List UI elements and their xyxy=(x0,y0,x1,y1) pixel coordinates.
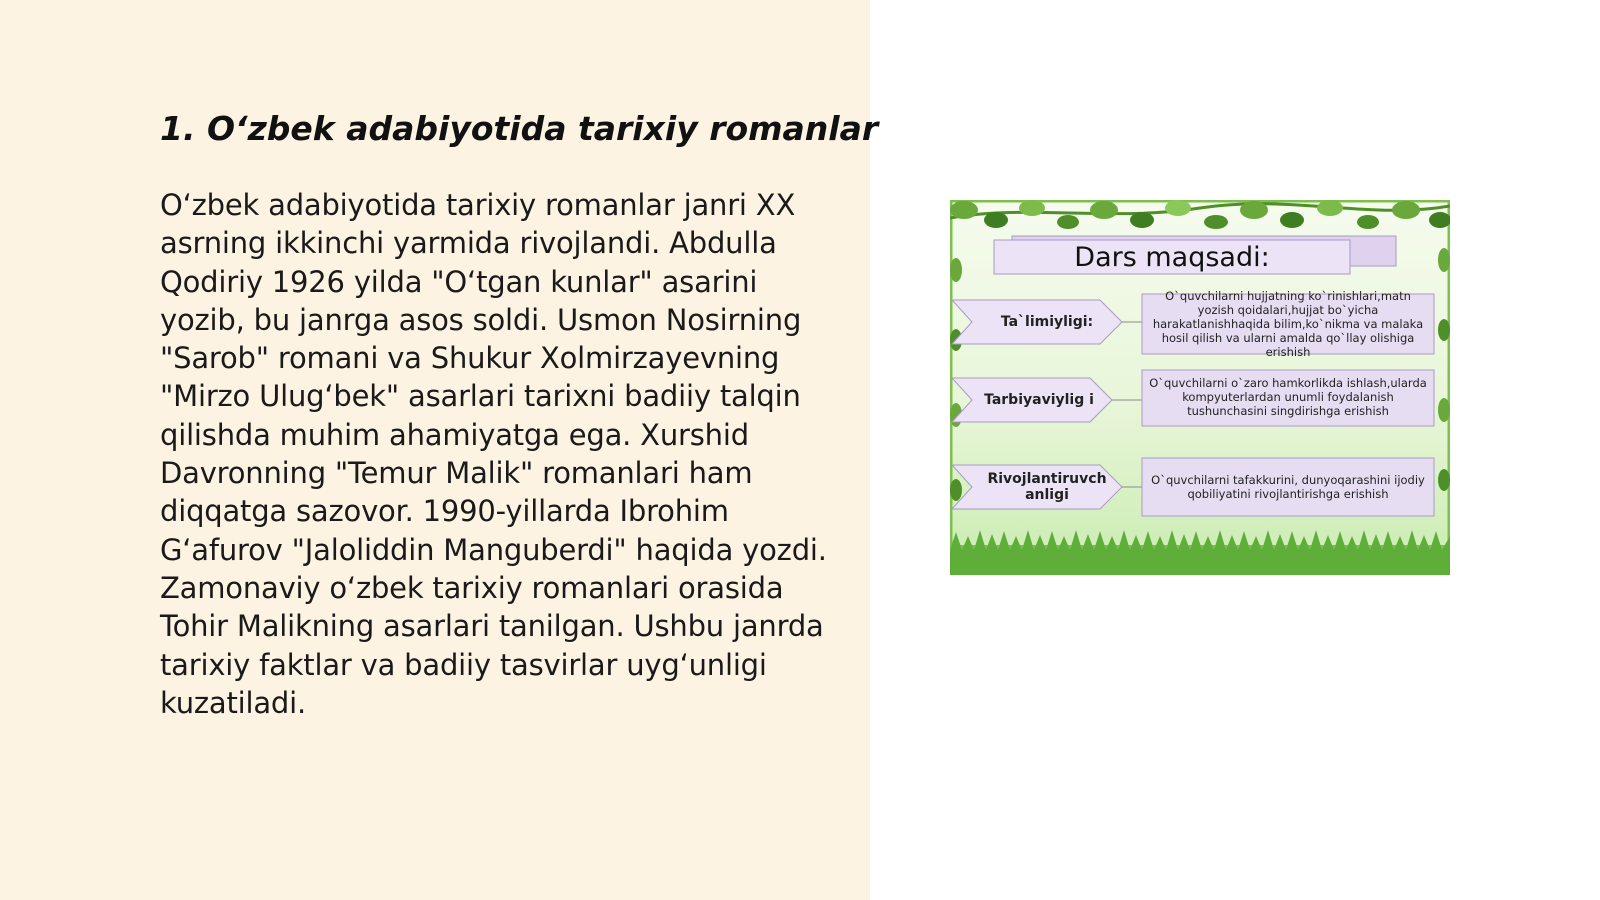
goal-label-rivojlantiruvchi: Rivojlantiruvch anligi xyxy=(987,471,1107,503)
grass xyxy=(950,530,1450,575)
slide-body-text: O‘zbek adabiyotida tarixiy romanlar janri XX asrning ikkinchi yarmida rivojlandi. Abdulla Qodiriy 1926 yilda "O‘tgan kunlar" asarini yozib, bu janrga asos soldi. Usmon Nosirning "Sarob" romani va Shukur Xolmirzayevning "Mirzo Ulug‘bek" asarlari tarixni badiiy talqin qilishda muhim ahamiyatga ega. Xurshid Davronning "Temur Malik" romanlari ham diqqatga sazovor. 1990-yillarda Ibrohim G‘afurov "Jaloliddin Manguberdi" haqida yozdi. Zamonaviy o‘zbek tarixiy romanlari orasida Tohir Malikning asarlari tanilgan. Ushbu janrda tarixiy faktlar va badiiy tasvirlar uyg‘unligi kuzatiladi. xyxy=(160,188,827,720)
goal-label-talimiy: Ta`limiyligi: xyxy=(1000,314,1094,330)
top-vine-leaves xyxy=(950,200,1450,229)
connectors xyxy=(1112,322,1142,487)
goals-heading: Dars maqsadi: xyxy=(1074,242,1270,273)
goal-text-rivojlantiruvchi: O`quvchilarni tafakkurini, dunyoqarashini ijodiy qobiliyatini rivojlantirishga erishish xyxy=(1151,473,1425,501)
goal-label-tarbiyaviy: Tarbiyaviylig i xyxy=(984,392,1094,408)
goal-text-talimiy: O`quvchilarni hujjatning ko`rinishlari,matn yozish qoidalari,hujjat bo`yicha harakatlanishhaqida bilim,ko`nikma va malaka hosil qilish va ularni amalda qo`llay olishiga erishish xyxy=(1152,289,1424,359)
lesson-goals-image xyxy=(950,200,1450,575)
goal-text-tarbiyaviy: O`quvchilarni o`zaro hamkorlikda ishlash,ularda kompyuterlardan unumli foydalanish tushunchasini singdirishga erishish xyxy=(1149,376,1427,418)
slide-title: 1. O‘zbek adabiyotida tarixiy romanlar xyxy=(160,109,879,148)
